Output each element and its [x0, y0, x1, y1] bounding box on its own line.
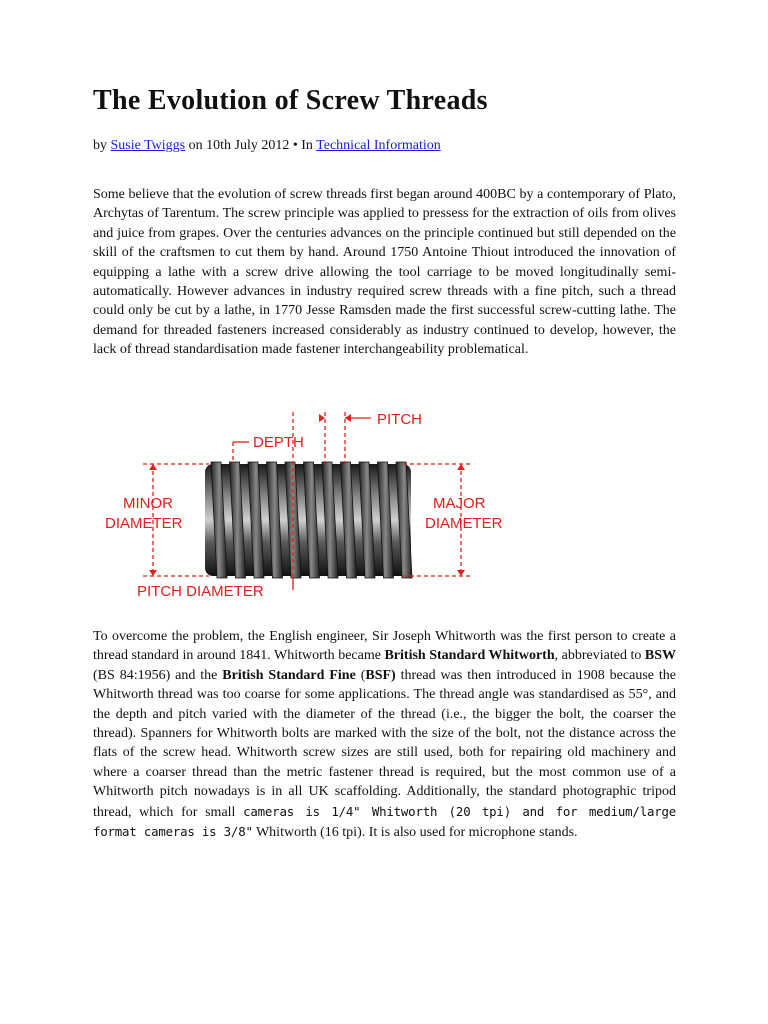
whitworth-paragraph	[93, 627, 676, 842]
bsf-abbr: BSF)	[365, 667, 396, 683]
page-title: The Evolution of Screw Threads	[93, 85, 488, 116]
label-minor-diameter-2: DIAMETER	[105, 515, 183, 532]
p2-text-1: To overcome the problem, the English engineer, Sir Joseph Whitworth was the first person to create a thread standard in around 1841. Whitworth became	[93, 629, 676, 664]
p2-text-4: (	[355, 667, 366, 683]
screw-thread-diagram	[93, 400, 513, 610]
byline-in: In	[301, 138, 313, 153]
label-pitch-diameter: PITCH DIAMETER	[137, 583, 264, 600]
tripod-thread-text: cameras is 1/4" Whitworth (20 tpi) and for medium/large format cameras is 3/8"	[93, 803, 676, 840]
label-minor-diameter-1: MINOR	[123, 495, 173, 512]
label-major-diameter-2: DIAMETER	[425, 515, 503, 532]
bsf-term: British Standard Fine	[222, 667, 356, 683]
p2-text-3: (BS 84:1956) and the	[93, 667, 223, 683]
p2-text-2: , abbreviated to	[554, 648, 645, 664]
label-pitch: PITCH	[377, 411, 422, 428]
byline-separator: •	[292, 138, 298, 153]
label-depth: DEPTH	[253, 434, 304, 451]
p2-text-6: Whitworth (16 tpi). It is also used for microphone stands.	[252, 825, 578, 841]
author-link[interactable]: Susie Twiggs	[110, 138, 186, 153]
bsw-term: British Standard Whitworth	[384, 648, 555, 664]
label-major-diameter-1: MAJOR	[433, 495, 486, 512]
intro-paragraph: Some believe that the evolution of screw threads first began around 400BC by a contemporary of Plato, Archytas of Tarentum. The screw principle was applied to pressess for the extraction of oils from olives and juice from grapes. Over the centuries advances on the principle continued but still depended on the skill of the craftsmen to cut them by hand. Around 1750 Antoine Thiout introduced the innovation of equipping a lathe with a screw drive allowing the tool carriage to be moved longitudinally semi-automatically. However advances in industry required screw threads with a fine pitch, such a thread could only be cut by a lathe, in 1770 Jesse Ramsden made the first successful screw-cutting lathe. The demand for threaded fasteners increased considerably as industry continued to develop, however, the lack of thread standardisation made fastener interchangeability problematical.	[93, 187, 676, 358]
category-link[interactable]: Technical Information	[316, 138, 441, 153]
byline	[93, 138, 441, 154]
bsw-abbr: BSW	[644, 648, 676, 664]
byline-prefix: by	[93, 138, 107, 153]
publish-date: on 10th July 2012	[188, 138, 290, 153]
p2-text-5: thread was then introduced in 1908 because the Whitworth thread was too coarse for some applications. The thread angle was standardised as 55°, and the depth and pitch varied with the diameter of the thread (i.e., the bigger the bolt, the coarser the thread). Spanners for Whitworth bolts are marked with the size of the bolt, not the distance across the flats of the screw head. Whitworth screw sizes are still used, both for repairing old machinery and where a coarser thread than the metric fastener thread is required, but the most common use of a Whitworth pitch nowadays is in all UK scaffolding. Additionally, the standard photographic tripod thread, which for small	[93, 667, 676, 820]
